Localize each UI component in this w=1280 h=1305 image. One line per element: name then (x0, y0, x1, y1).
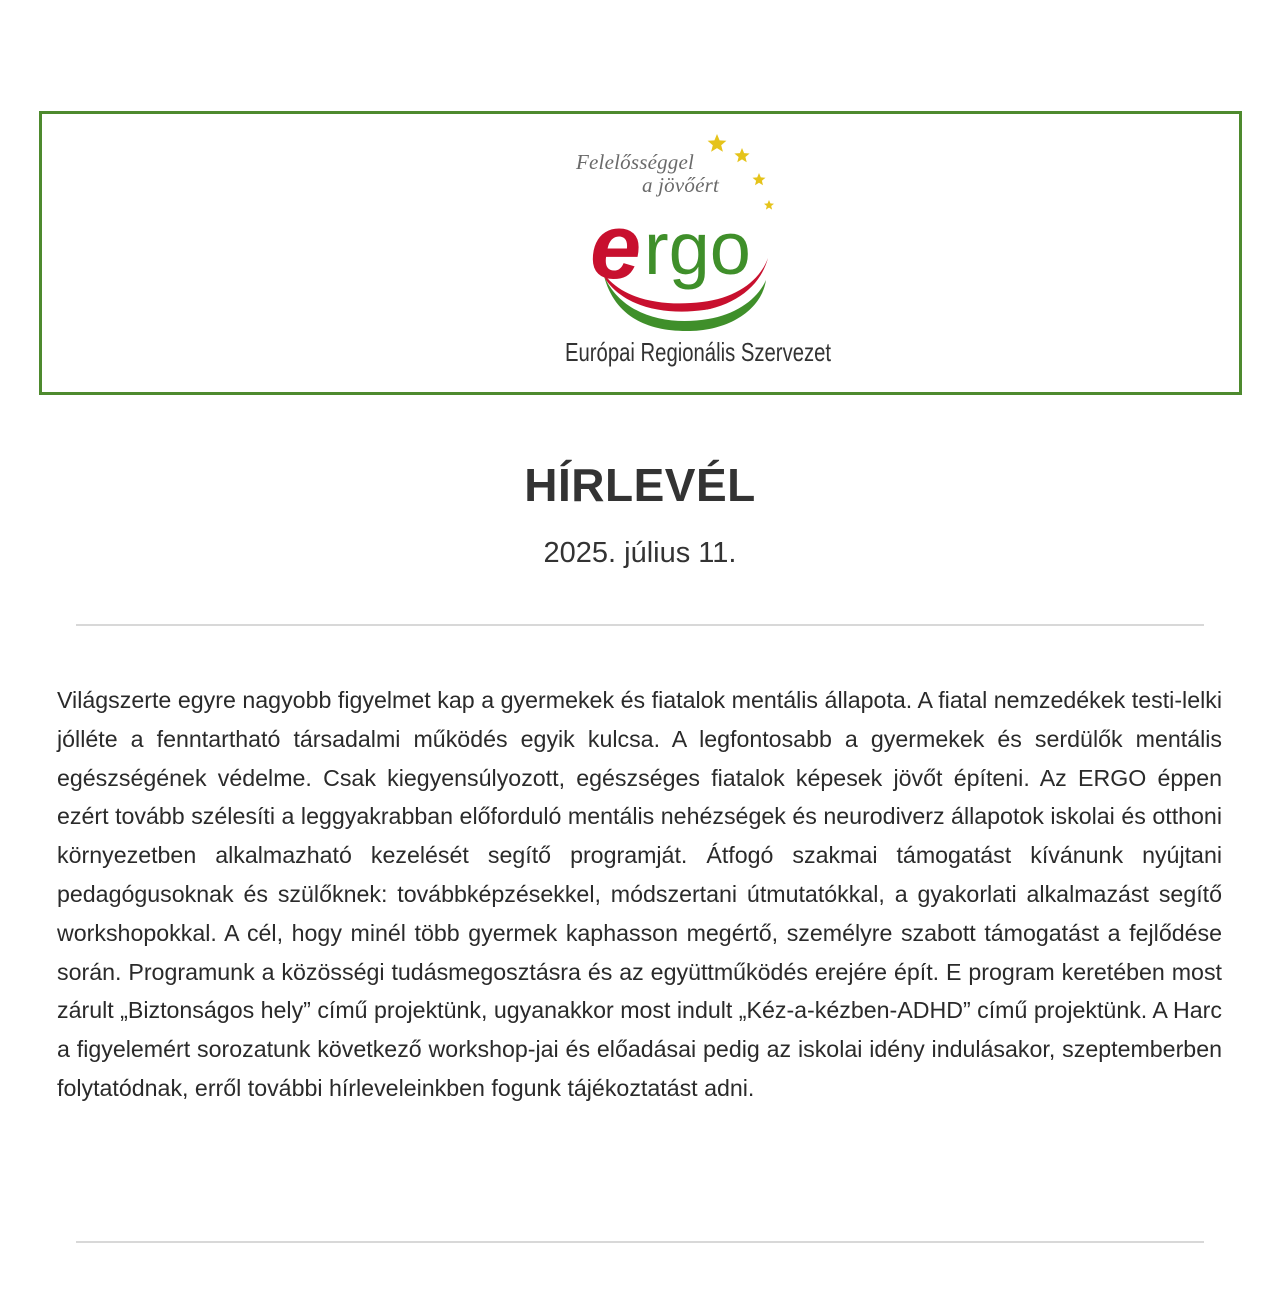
star-icon (764, 200, 774, 210)
logo-letter-e: e (590, 196, 642, 298)
logo-letters-green: rgo (644, 207, 751, 290)
newsletter-body-paragraph: Világszerte egyre nagyobb figyelmet kap a gyermekek és fiatalok mentális állapota. A fiatal nemzedékek testi-lelki jólléte a fenntartható társadalmi működés egyik kulcsa. A legfontosabb a gyermekek és serdülők mentális egészségének védelme. Csak kiegyensúlyozott, egészséges fiatalok képesek jövőt építeni. Az ERGO éppen ezért tovább szélesíti a leggyakrabban előforduló mentális nehézségek és neurodiverz állapotok iskolai és otthoni környezetben alkalmazható kezelését segítő programját. Átfogó szakmai támogatást kívánunk nyújtani pedagógusoknak és szülőknek: továbbképzésekkel, módszertani útmutatókkal, a gyakorlati alkalmazást segítő workshopokkal. A cél, hogy minél több gyermek kaphasson megértő, személyre szabott támogatást a fejlődése során. Programunk a közösségi tudásmegosztásra és az együttműködés erejére épít. E program keretében most zárult „Biztonságos hely” című projektünk, ugyanakkor most indult „Kéz-a-kézben-ADHD” című projektünk. A Harc a figyelemért sorozatunk következő workshop-jai és előadásai pedig az iskolai idény indulásakor, szeptemberben folytatódnak, erről további hírleveleinkben fogunk tájékoztatást adni. (57, 687, 1223, 1101)
organization-name: Európai Regionális Szervezet (565, 337, 832, 367)
header-banner (39, 111, 1242, 395)
star-icon (708, 134, 727, 152)
star-icon (734, 148, 749, 162)
divider-top (76, 624, 1204, 626)
newsletter-title: HÍRLEVÉL (524, 459, 756, 511)
logo-tagline-line2: a jövőért (642, 173, 720, 197)
logo-tagline-line1: Felelősséggel (576, 150, 695, 174)
divider-bottom (76, 1241, 1204, 1243)
newsletter-date: 2025. július 11. (543, 537, 737, 569)
star-icon (753, 173, 766, 185)
ergo-logo (532, 130, 832, 380)
